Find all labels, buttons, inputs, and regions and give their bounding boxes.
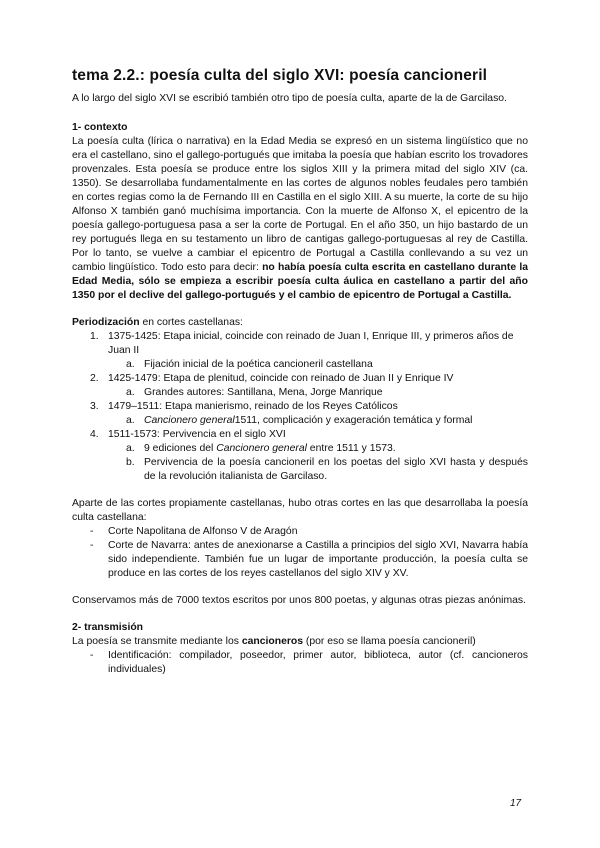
list-item (72, 539, 528, 581)
subitem-letter: a. (126, 359, 135, 370)
period-number: 1. (90, 331, 99, 342)
period-text: 1375-1425: Etapa inicial, coincide con reinado de Juan I, Enrique III, y primeros años de Juan II (108, 331, 514, 356)
subitem-letter: b. (126, 457, 135, 468)
period-subitem (72, 358, 528, 372)
period-item (72, 428, 528, 442)
page-title: tema 2.2.: poesía culta del siglo XVI: poesía cancioneril (72, 67, 488, 84)
other-courts-paragraph: Aparte de las cortes propiamente castellanas, hubo otras cortes en las que desarrollaba la poesía culta castellana: (72, 498, 528, 523)
subitem-text: Fijación inicial de la poética cancioneril castellana (144, 359, 373, 370)
period-subitem (72, 456, 528, 484)
period-number: 3. (90, 401, 99, 412)
context-text: La poesía culta (lírica o narrativa) en la Edad Media se expresó en un sistema lingüístico que no era el castellano, sino el gallego-portugués que imitaba la poesía que habían escrito los trovadores provenzales. Esta poesía se produce entre los siglos XIII y la primera mitad del siglo XIV (ca. 1350). Se desarrollaba fundamentalmente en las cortes de algunos nobles feudales pero también en cortes regias como la de Fernando III en Castilla en el siglo XIII. A su muerte, la corte de su hijo Alfonso X también ganó muchísima importancia. Con la muerte de Alfonso X, el epicentro de la poesía gallego-portuguesa pasa a ser la corte de Portugal. En el año 350, un hijo bastardo de un rey portugués llega en su testamento un libro de cantigas gallego-portuguesas al rey de Castilla. Por lo tanto, se vuelve a cambiar el epicentro de Portugal a Castilla conllevando a su vez un cambio lingüístico. Todo esto para decir: (72, 136, 528, 273)
period-text: 1479–1511: Etapa manierismo, reinado de los Reyes Católicos (108, 401, 398, 412)
list-item-text: Corte de Navarra: antes de anexionarse a Castilla a principios del siglo XVI, Navarra había sido independiente. También fue un lugar de importante producción, la poesía culta se produce en las cortes de los reyes castellanos del siglo XIV y XV. (108, 540, 528, 579)
subitem-letter: a. (126, 443, 135, 454)
period-item (72, 372, 528, 386)
list-item-text: Corte Napolitana de Alfonso V de Aragón (108, 526, 298, 537)
subitem-letter: a. (126, 415, 135, 426)
list-item (72, 525, 528, 539)
list-item (72, 649, 528, 677)
period-subitem (72, 414, 528, 428)
transmission-pre: La poesía se transmite mediante los (72, 636, 242, 647)
period-text: 1425-1479: Etapa de plenitud, coincide con reinado de Juan II y Enrique IV (108, 373, 454, 384)
period-number: 4. (90, 429, 99, 440)
subitem-text: 1511, complicación y exageración temática y formal (234, 415, 473, 426)
periodization-heading (72, 316, 528, 330)
document-page (72, 66, 528, 677)
cancionero-title: Cancionero general (144, 415, 235, 426)
section-2-heading: 2- transmisión (72, 622, 144, 633)
intro-paragraph: A lo largo del siglo XVI se escribió también otro tipo de poesía culta, aparte de la de Garcilaso. (72, 93, 507, 104)
page-number: 17 (510, 798, 522, 809)
conservation-paragraph: Conservamos más de 7000 textos escritos por unos 800 poetas, y algunas otras piezas anónimas. (72, 595, 526, 606)
period-text: 1511-1573: Pervivencia en el siglo XVI (108, 429, 286, 440)
dash-bullet: - (90, 526, 94, 537)
period-subitem (72, 442, 528, 456)
dash-bullet: - (90, 650, 94, 661)
period-number: 2. (90, 373, 99, 384)
periodization-rest: en cortes castellanas: (139, 317, 243, 328)
other-courts-list (72, 525, 528, 581)
transmission-list (72, 649, 528, 677)
context-conclusion: no había poesía culta escrita en castellano durante la Edad Media, sólo se empieza a escribir poesía culta áulica en castellano a partir del año 1350 por el declive del gallego-portugués y el cambio de epicentro de Portugal a Castilla. (72, 262, 528, 301)
list-item-text: Identificación: compilador, poseedor, primer autor, biblioteca, autor (cf. cancioneros individuales) (108, 650, 528, 675)
dash-bullet: - (90, 540, 94, 551)
subitem-text: entre 1511 y 1573. (306, 443, 396, 454)
subitem-letter: a. (126, 387, 135, 398)
cancionero-title: Cancionero general (216, 443, 307, 454)
periodization-label: Periodización (72, 317, 140, 328)
period-item (72, 400, 528, 414)
periodization-list (72, 330, 528, 484)
transmission-paragraph (72, 635, 528, 649)
section-1-heading: 1- contexto (72, 122, 128, 133)
cancioneros-term: cancioneros (241, 636, 304, 647)
subitem-text: 9 ediciones del (144, 443, 217, 454)
transmission-post: (por eso se llama poesía cancioneril) (303, 636, 476, 647)
subitem-text: Grandes autores: Santillana, Mena, Jorge Manrique (144, 387, 383, 398)
subitem-text: Pervivencia de la poesía cancioneril en los poetas del siglo XVI hasta y después de la revolución italianista de Garcilaso. (144, 457, 528, 482)
period-item (72, 330, 528, 358)
period-subitem (72, 386, 528, 400)
context-paragraph (72, 135, 528, 303)
